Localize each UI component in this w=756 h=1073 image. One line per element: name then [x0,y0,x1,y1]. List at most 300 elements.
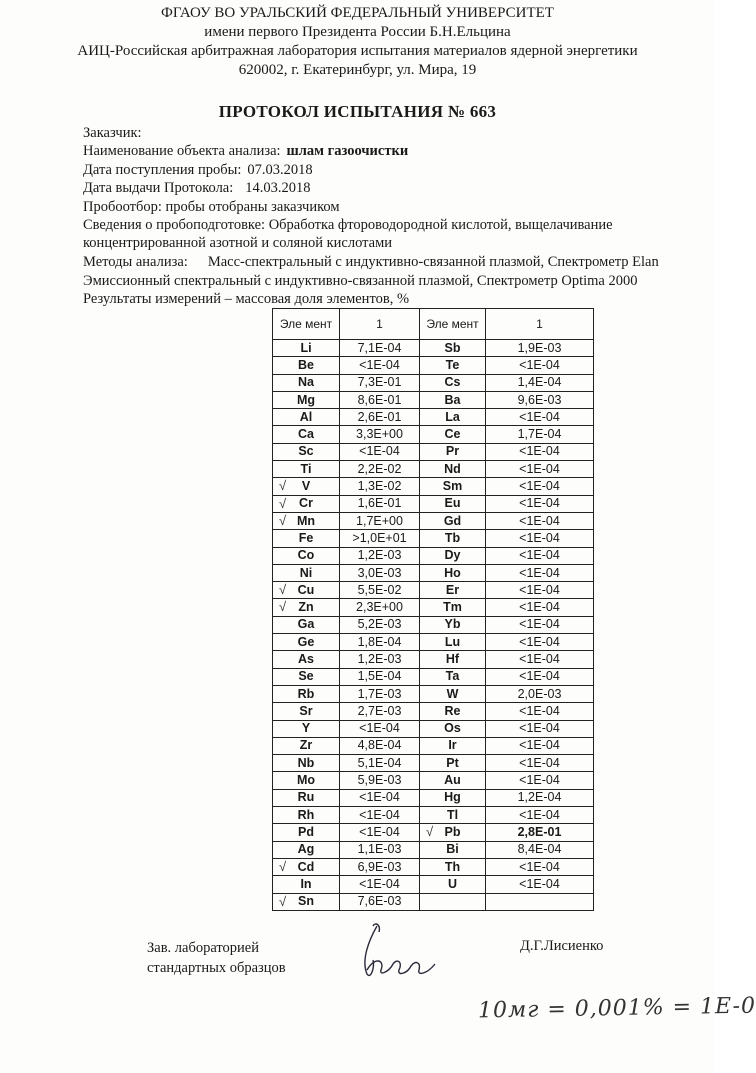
value-cell-text: <1E-04 [519,444,560,459]
value-cell [340,685,420,702]
value-cell [340,495,420,512]
issued-label: Дата выдачи Протокола: [83,180,234,196]
element-cell-text: Er [445,582,460,597]
methods-line-2: Эмиссионный спектральный с индуктивно-связанной плазмой, Спектрометр Optima 2000 [83,273,638,289]
value-cell-text: <1E-04 [519,755,560,770]
value-cell-text: 1,5E-04 [357,669,402,684]
value-cell [340,841,420,858]
received-date: 07.03.2018 [247,162,313,178]
value-cell-text: 8,4E-04 [517,842,562,857]
handwritten-signature [345,920,455,980]
table-row [273,495,594,512]
element-cell-text: Ta [445,669,460,684]
received-label: Дата поступления пробы: [83,162,242,178]
element-cell-text: Tb [444,530,461,545]
table-row [273,478,594,495]
element-cell [420,374,486,391]
element-cell [273,599,340,616]
value-cell [340,340,420,357]
element-cell [420,737,486,754]
element-cell-text: Dy [444,548,461,563]
element-cell-text: Cs [444,375,461,390]
element-cell [273,824,340,841]
element-cell [273,755,340,772]
element-cell-text: Mg [296,392,316,407]
table-row [273,512,594,529]
element-cell [273,478,340,495]
element-cell-text: Zr [299,738,313,753]
handwritten-note: 10мг = 0,001% = 1E-0 [477,993,756,1024]
signatory-role-line-1: Зав. лабораторией [147,940,260,956]
element-cell-text: Nd [444,461,461,476]
results-table [272,308,594,911]
element-cell [273,340,340,357]
methods-line-1 [83,253,659,272]
value-cell [340,512,420,529]
value-cell [486,564,594,581]
table-row [273,340,594,357]
value-cell-text: 1,3E-02 [357,479,402,494]
element-cell-text: Mn [296,513,316,528]
element-cell-text: U [447,876,458,891]
element-cell [273,807,340,824]
table-row [273,582,594,599]
element-cell [420,564,486,581]
element-cell-text: W [446,686,459,701]
element-cell-text: Hf [445,651,460,666]
element-cell-text: La [445,409,460,424]
element-cell-text: Pb [444,824,461,839]
element-cell-text: Tm [443,600,462,615]
value-cell-text: <1E-04 [519,634,560,649]
element-cell [420,789,486,806]
value-cell [340,564,420,581]
table-row [273,599,594,616]
value-cell [340,651,420,668]
element-cell [420,461,486,478]
element-cell [273,651,340,668]
value-cell-text: 1,7E+00 [356,513,403,528]
value-cell-text: <1E-04 [519,773,560,788]
value-cell-text: 1,9E-03 [517,340,562,355]
element-cell [273,547,340,564]
value-cell [486,340,594,357]
value-cell-text: <1E-04 [519,548,560,563]
value-cell-text: <1E-04 [359,807,400,822]
element-cell-text: Sb [444,340,461,355]
element-cell [273,409,340,426]
table-row [273,564,594,581]
value-cell [340,426,420,443]
checkmark-icon: √ [279,582,287,598]
element-cell-text: Au [444,773,461,788]
element-cell [420,876,486,893]
value-cell [340,737,420,754]
table-row [273,685,594,702]
value-cell-text: 2,2E-02 [357,461,402,476]
value-cell [486,443,594,460]
value-cell [486,409,594,426]
value-cell-text: <1E-04 [519,651,560,666]
value-cell-text: 3,0E-03 [357,565,402,580]
element-cell-text: Rh [297,807,315,822]
value-cell-text: 1,7E-04 [517,427,562,442]
value-cell-text: <1E-04 [519,738,560,753]
lab-name: АИЦ-Российская арбитражная лаборатория испытания материалов ядерной энергетики [77,43,638,59]
element-cell-text: Cd [297,859,315,874]
element-cell [273,391,340,408]
element-cell-text: Bi [446,842,459,857]
checkmark-icon: √ [279,893,287,909]
value-cell-text: <1E-04 [519,565,560,580]
protocol-title: ПРОТОКОЛ ИСПЫТАНИЯ № 663 [218,102,497,121]
element-cell-text: Lu [444,634,461,649]
element-cell-text: Be [298,357,314,372]
element-cell-text: Th [444,859,461,874]
value-cell-text: <1E-04 [519,530,560,545]
methods-label: Методы анализа: [83,254,188,270]
value-cell-text: <1E-04 [519,409,560,424]
element-cell-text: Na [298,375,314,390]
value-cell-text: <1E-04 [519,496,560,511]
element-cell-text: Se [298,669,314,684]
element-cell-text: Cr [299,496,313,511]
value-cell [486,547,594,564]
address: 620002, г. Екатеринбург, ул. Мира, 19 [238,62,477,78]
element-cell [420,340,486,357]
value-cell [486,772,594,789]
element-cell [420,512,486,529]
element-cell-text: Ge [297,634,315,649]
signatory-role [147,938,286,978]
element-cell-text: Cu [297,582,315,597]
value-cell [486,789,594,806]
value-cell [486,893,594,910]
value-cell [340,876,420,893]
value-cell [486,876,594,893]
element-cell [273,858,340,875]
issued-date: 14.03.2018 [245,180,311,196]
element-cell-text: Ti [300,461,312,476]
value-cell [486,703,594,720]
element-cell-text: Yb [444,617,461,632]
element-cell [420,409,486,426]
prep-line-1: Сведения о пробоподготовке: Обработка фтороводородной кислотой, выщелачивание [83,217,613,233]
value-cell [340,530,420,547]
element-cell-text: Eu [444,496,461,511]
element-cell [420,703,486,720]
element-cell [273,495,340,512]
value-cell-text: 3,3E+00 [356,427,403,442]
table-row [273,409,594,426]
element-cell [420,651,486,668]
sampling-line: Пробоотбор: пробы отобраны заказчиком [83,199,340,215]
element-cell [420,634,486,651]
value-cell [486,461,594,478]
value-cell [340,893,420,910]
table-row [273,634,594,651]
checkmark-icon: √ [279,478,287,494]
value-cell-text: 9,6E-03 [517,392,562,407]
element-cell [273,668,340,685]
element-cell-text: Tl [446,807,459,822]
element-cell [420,893,486,910]
element-cell-text: Fe [298,530,314,545]
object-value: шлам газоочистки [286,143,409,159]
value-cell [486,495,594,512]
value-cell [340,772,420,789]
element-cell [420,668,486,685]
value-cell-text: 1,6E-01 [357,496,402,511]
value-cell-text: 7,1E-04 [357,340,402,355]
element-cell-text: Re [444,703,461,718]
value-cell [340,443,420,460]
element-cell-text: Ni [299,565,313,580]
value-cell [486,824,594,841]
element-cell [273,703,340,720]
value-cell [486,357,594,374]
value-cell-text: <1E-04 [359,824,400,839]
value-cell-text: <1E-04 [519,357,560,372]
value-cell [340,755,420,772]
value-cell-text: <1E-04 [519,859,560,874]
results-label: Результаты измерений – массовая доля элементов, % [83,291,410,307]
element-cell-text: Sr [299,703,313,718]
signatory-name: Д.Г.Лисиенко [520,938,604,954]
element-cell [420,478,486,495]
value-cell [340,409,420,426]
value-cell [340,391,420,408]
checkmark-icon: √ [279,512,287,528]
value-cell-text: 7,6E-03 [357,894,402,909]
value-cell-text: 5,2E-03 [357,617,402,632]
customer-label: Заказчик: [83,125,142,141]
table-row [273,616,594,633]
org-subtitle: имени первого Президента России Б.Н.Ельцина [204,24,511,40]
table-row [273,876,594,893]
element-cell [420,357,486,374]
value-cell [486,616,594,633]
issued-line [83,179,311,198]
table-row [273,530,594,547]
value-cell-text: 4,8E-04 [357,738,402,753]
value-cell-text: <1E-04 [359,790,400,805]
element-cell-text: Ce [444,427,461,442]
received-line [83,161,313,180]
customer-line [83,124,142,143]
element-cell [273,737,340,754]
signatory-role-line-2: стандартных образцов [147,960,286,976]
object-label: Наименование объекта анализа: [83,143,281,159]
element-cell-text: Ru [297,790,315,805]
element-cell-text: As [298,651,314,666]
value-cell-text: 2,8E-01 [517,824,562,839]
value-cell-text: >1,0E+01 [352,530,407,545]
element-cell-text: Sm [442,479,463,494]
element-cell [273,374,340,391]
element-cell [420,858,486,875]
table-row [273,443,594,460]
table-header-row [273,309,594,340]
element-cell-text: Ca [298,427,314,442]
value-cell-text: 6,9E-03 [357,859,402,874]
table-row [273,893,594,910]
value-cell [486,426,594,443]
element-cell [273,582,340,599]
value-cell [340,374,420,391]
element-cell-text: Ho [444,565,461,580]
table-row [273,651,594,668]
element-cell-text: Hg [444,790,461,805]
checkmark-icon: √ [279,599,287,615]
table-row [273,737,594,754]
element-cell [420,720,486,737]
value-cell [486,807,594,824]
value-cell [486,720,594,737]
value-cell-text: <1E-04 [519,721,560,736]
element-cell [420,755,486,772]
table-row [273,841,594,858]
value-cell-text: 5,9E-03 [357,773,402,788]
element-cell-text: Pt [446,755,459,770]
element-cell [273,357,340,374]
table-row [273,391,594,408]
table-row [273,357,594,374]
table-row [273,703,594,720]
value-cell-text: 7,3E-01 [357,375,402,390]
element-cell-text: Pd [298,824,314,839]
table-row [273,858,594,875]
value-cell [340,599,420,616]
value-cell-text: 2,7E-03 [357,703,402,718]
value-cell [340,668,420,685]
element-cell [420,616,486,633]
value-cell [340,582,420,599]
value-cell-text: 2,6E-01 [357,409,402,424]
element-cell [273,426,340,443]
value-cell-text: 1,2E-03 [357,548,402,563]
value-cell [340,789,420,806]
value-cell-text: 1,4E-04 [517,375,562,390]
table-row [273,772,594,789]
value-cell [340,616,420,633]
element-cell [273,789,340,806]
element-cell-text: Sc [298,444,314,459]
header-sample-right: 1 [486,309,594,340]
element-cell-text: Te [445,357,460,372]
value-cell [486,478,594,495]
value-cell-text: <1E-04 [519,600,560,615]
header-element-right: Эле мент [420,309,486,340]
value-cell-text: <1E-04 [519,876,560,891]
value-cell-text: 2,0E-03 [517,686,562,701]
element-cell [273,512,340,529]
value-cell [340,461,420,478]
table-row [273,668,594,685]
table-row [273,789,594,806]
value-cell [486,685,594,702]
value-cell-text: <1E-04 [359,721,400,736]
checkmark-icon: √ [279,858,287,874]
value-cell-text: <1E-04 [519,669,560,684]
element-cell-text: Sn [298,894,314,909]
value-cell-text: 5,1E-04 [357,755,402,770]
table-row [273,374,594,391]
table-row [273,461,594,478]
element-cell [273,841,340,858]
element-cell [420,530,486,547]
value-cell [486,634,594,651]
element-cell-text: Rb [297,686,315,701]
header-sample-left: 1 [340,309,420,340]
element-cell [420,426,486,443]
element-cell [273,564,340,581]
table-row [273,824,594,841]
value-cell [486,530,594,547]
value-cell [486,668,594,685]
value-cell-text: 1,7E-03 [357,686,402,701]
element-cell-text: In [300,876,312,891]
value-cell [486,391,594,408]
value-cell [486,582,594,599]
element-cell [420,443,486,460]
element-cell [273,720,340,737]
element-cell [273,616,340,633]
value-cell [486,858,594,875]
element-cell [420,772,486,789]
value-cell-text: 1,2E-03 [357,651,402,666]
element-cell [273,530,340,547]
element-cell-text: Nb [297,755,315,770]
header-element-left: Эле мент [273,309,340,340]
element-cell [273,443,340,460]
element-cell-text: Pr [445,444,460,459]
value-cell-text: <1E-04 [519,513,560,528]
element-cell-text: Al [299,409,313,424]
value-cell-text: <1E-04 [519,461,560,476]
value-cell [340,547,420,564]
table-row [273,547,594,564]
element-cell-text: V [301,479,311,494]
element-cell [273,685,340,702]
element-cell [420,391,486,408]
element-cell-text: Mo [296,773,316,788]
value-cell-text: <1E-04 [519,617,560,632]
value-cell-text: 2,3E+00 [356,600,403,615]
value-cell [486,651,594,668]
element-cell-text: Os [444,721,461,736]
value-cell [340,357,420,374]
element-cell [420,547,486,564]
value-cell-text: <1E-04 [519,703,560,718]
element-cell [420,685,486,702]
element-cell-text: Ag [297,842,315,857]
element-cell [273,634,340,651]
value-cell [486,374,594,391]
value-cell [340,703,420,720]
value-cell-text: <1E-04 [359,876,400,891]
table-row [273,807,594,824]
value-cell-text: <1E-04 [359,357,400,372]
value-cell [340,824,420,841]
element-cell [273,772,340,789]
element-cell [420,824,486,841]
table-row [273,426,594,443]
element-cell [420,495,486,512]
element-cell [420,807,486,824]
value-cell [340,478,420,495]
value-cell-text: 5,5E-02 [357,582,402,597]
